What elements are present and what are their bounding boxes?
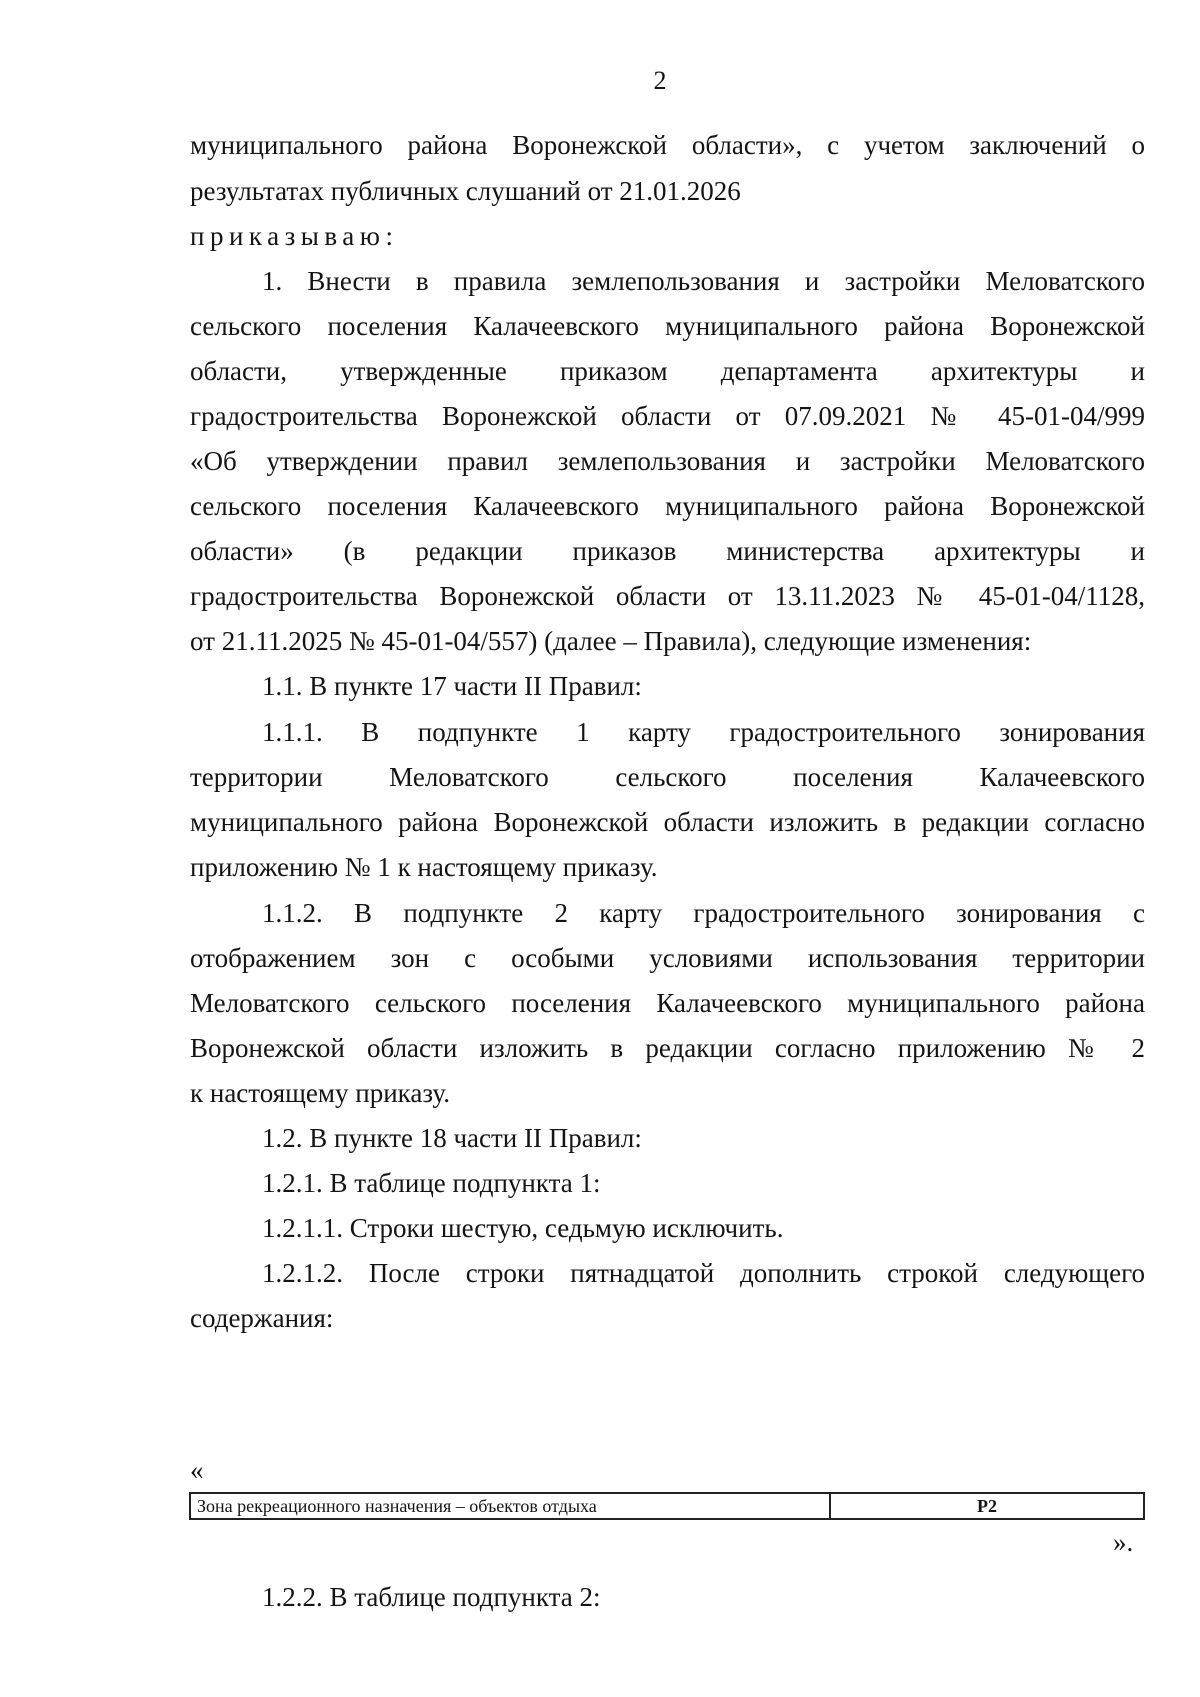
text-line: 1.1.2. В подпункте 2 карту градостроительного зонирования с <box>262 898 1145 928</box>
text-line: 1.2.1.2. После строки пятнадцатой дополнить строкой следующего <box>262 1258 1145 1288</box>
text-line: 1.2.1. В таблице подпункта 1: <box>262 1168 601 1198</box>
text-line: Воронежской области изложить в редакции согласно приложению № 2 <box>190 1033 1145 1063</box>
text-line: 1.2.2. В таблице подпункта 2: <box>262 1582 601 1612</box>
text-line: «Об утверждении правил землепользования и застройки Меловатского <box>190 446 1145 476</box>
zone-name-cell: Зона рекреационного назначения – объектов отдыха <box>190 1493 830 1519</box>
text-line: муниципального района Воронежской области изложить в редакции согласно <box>190 807 1145 837</box>
text-line: сельского поселения Калачеевского муниципального района Воронежской <box>190 491 1145 521</box>
text-line: отображением зон с особыми условиями использования территории <box>190 943 1145 973</box>
zone-table <box>189 1492 1145 1520</box>
text-line: градостроительства Воронежской области от 13.11.2023 № 45-01-04/1128, <box>190 581 1145 611</box>
text-line: градостроительства Воронежской области от 07.09.2021 № 45-01-04/999 <box>190 401 1145 431</box>
text-line: приказываю: <box>190 221 399 251</box>
text-line: содержания: <box>190 1303 334 1333</box>
closing-quote: ». <box>1113 1527 1134 1557</box>
text-line: результатах публичных слушаний от 21.01.2026 <box>190 176 741 206</box>
text-line: 1. Внести в правила землепользования и застройки Меловатского <box>262 266 1145 296</box>
text-line: к настоящему приказу. <box>190 1078 450 1108</box>
text-line: муниципального района Воронежской области», с учетом заключений о <box>190 130 1145 160</box>
opening-quote: « <box>190 1455 204 1485</box>
text-line: 1.1. В пункте 17 части II Правил: <box>262 671 642 701</box>
text-line: 1.1.1. В подпункте 1 карту градостроительного зонирования <box>262 717 1145 747</box>
text-line: 1.2.1.1. Строки шестую, седьмую исключить. <box>262 1213 784 1243</box>
table-row <box>190 1493 1144 1519</box>
text-line: области» (в редакции приказов министерства архитектуры и <box>190 536 1145 566</box>
page-number: 2 <box>653 66 667 95</box>
text-line: от 21.11.2025 № 45-01-04/557) (далее – Правила), следующие изменения: <box>190 626 1032 656</box>
text-line: территории Меловатского сельского поселения Калачеевского <box>190 762 1145 792</box>
text-line: сельского поселения Калачеевского муниципального района Воронежской <box>190 311 1145 341</box>
text-line: области, утвержденные приказом департамента архитектуры и <box>190 356 1145 386</box>
zone-code-cell: Р2 <box>830 1493 1144 1519</box>
text-line: Меловатского сельского поселения Калачеевского муниципального района <box>190 988 1145 1018</box>
text-line: приложению № 1 к настоящему приказу. <box>190 852 658 882</box>
text-line: 1.2. В пункте 18 части II Правил: <box>262 1123 642 1153</box>
